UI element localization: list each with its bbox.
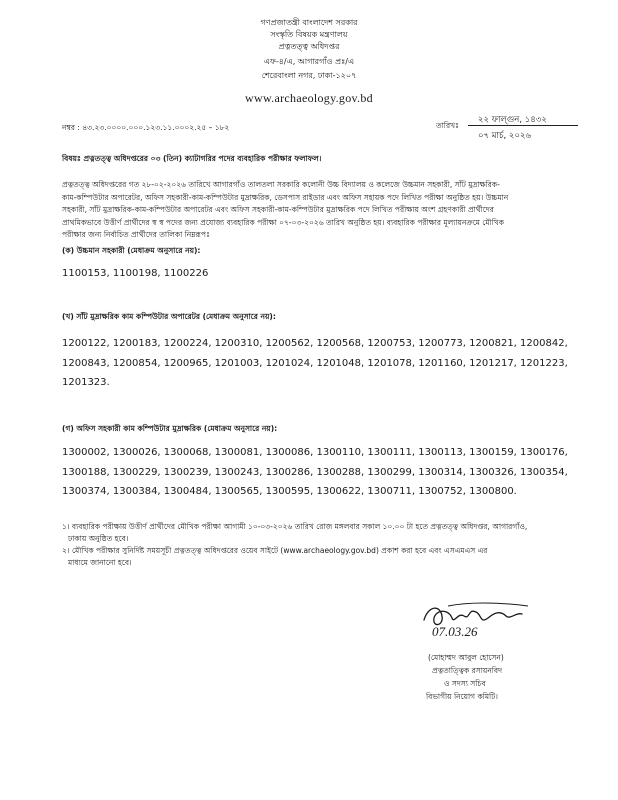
memo-date-bangla: ২২ ফাল্গুন, ১৪৩২	[478, 115, 547, 125]
memo-date-label: তারিখঃ	[436, 121, 459, 130]
header-line-city: শেরেবাংলা নগর, ঢাকা-১২০৭	[261, 71, 357, 80]
section-title-higher-assistant: (ক) উচ্চমান সহকারী (মেধাক্রম অনুসারে নয়):	[62, 246, 201, 255]
signature-date: 07.03.26	[432, 624, 478, 639]
header-line-department: প্রত্নতত্ত্ব অধিদপ্তর	[278, 42, 340, 51]
section-roll-list-office-assistant	[62, 443, 568, 502]
roll-line: 1200122, 1200183, 1200224, 1200310, 1200562, 1200568, 1200753, 1200773, 1200821, 1200842,	[62, 338, 568, 349]
roll-line: 1201323.	[62, 377, 110, 388]
memo-number: নম্বর : ৪৩.২৩.০০০০.০০০.১২৩.১১.০০০২.২৫ – ১৮২	[62, 123, 230, 132]
section-roll-list-higher-assistant	[62, 264, 208, 284]
header-website[interactable]: www.archaeology.gov.bd	[245, 91, 373, 105]
section-title-stenographer: (খ) সাঁট মুদ্রাক্ষরিক কাম কম্পিউটার অপারেটর (মেধাক্রম অনুসারে নয়):	[62, 312, 276, 321]
note-line: ২। মৌখিক পরীক্ষার সুনির্দিষ্ট সময়সূচী প্রত্নতত্ত্ব অধিদপ্তরের ওয়েব সাইটে (www.archaeology.gov.bd) প্রকাশ করা হবে এবং এসএমএস এর	[62, 546, 488, 555]
note-line: মাধ্যমে জানানো হবে।	[68, 558, 132, 567]
section-roll-list-stenographer	[62, 334, 568, 393]
intro-line: কাম-কম্পিউটার অপারেটর, অফিস সহকারী-কাম-কম্পিউটার মুদ্রাক্ষরিক, ডেসপাস রাইডার এবং অফিস সহায়ক পদে লিখিত পরীক্ষা অনুষ্ঠিত হয়। উচ্চমান	[62, 192, 509, 202]
intro-line: প্রত্নতত্ত্ব অধিদপ্তরের গত ২৮-০২-২০২৬ তারিখে আগারগাঁও তালতলা সরকারি কলোনী উচ্চ বিদ্যালয় ও কলেজে উচ্চমান সহকারী, সাঁট মুদ্রাক্ষরিক-	[62, 180, 500, 189]
section-title-office-assistant: (গ) অফিস সহকারী কাম কম্পিউটার মুদ্রাক্ষরিক (মেধাক্রম অনুসারে নয়):	[62, 424, 278, 433]
memo-date-english: ০৭ মার্চ, ২০২৬	[478, 131, 532, 141]
header-line-ministry: সংস্কৃতি বিষয়ক মন্ত্রণালয়	[270, 30, 348, 39]
signatory-name: (মোহাম্মদ আবুল হোসেন)	[428, 653, 504, 662]
date-divider	[468, 125, 578, 126]
intro-line: পরীক্ষার জন্য নির্বাচিত প্রার্থীদের তালিকা নিম্নরূপঃ	[62, 230, 210, 240]
roll-line: 1100153, 1100198, 1100226	[62, 268, 209, 279]
intro-line: সহকারী, সাঁট মুদ্রাক্ষরিক-কাম-কম্পিউটার অপারেটর এবং অফিস সহকারী-কাম-কম্পিউটার মুদ্রাক্ষরিক পদে লিখিত পরীক্ষায় অংশ গ্রহণকারী প্রার্থীদের	[62, 205, 494, 215]
signatory-designation: প্রত্নতাত্ত্বিক রসায়নবিদ	[432, 666, 503, 675]
intro-line: প্রাথমিকভাবে উত্তীর্ণ প্রার্থীদের স্ব স্ব পদের জন্য প্রযোজ্য ব্যবহারিক পরীক্ষা ০৭-০৩-২০২৬ তারিখ অনুষ্ঠিত হয়। ব্যবহারিক পরীক্ষার মূল্যায়নক্রমে মৌখিক	[62, 217, 504, 227]
signatory-role: ও সদস্য সচিব	[444, 679, 486, 688]
subject-line: বিষয়ঃ প্রত্নতত্ত্ব অধিদপ্তরের ০৩ (তিন) ক্যাটাগরির পদের ব্যবহারিক পরীক্ষার ফলাফল।	[62, 154, 322, 163]
signatory-committee: বিভাগীয় নিয়োগ কমিটি।	[426, 692, 498, 701]
roll-line: 1300002, 1300026, 1300068, 1300081, 1300086, 1300110, 1300111, 1300113, 1300159, 1300176,	[62, 447, 568, 458]
roll-line: 1300188, 1300229, 1300239, 1300243, 1300286, 1300288, 1300299, 1300314, 1300326, 1300354,	[62, 466, 568, 478]
header-line-address: এফ-৪/এ, আগারগাঁও প্রঃ/এ	[263, 57, 355, 66]
note-line: ঢাকায় অনুষ্ঠিত হবে।	[68, 534, 129, 543]
notes-block	[62, 521, 562, 569]
intro-paragraph	[62, 179, 562, 242]
roll-line: 1200843, 1200854, 1200965, 1201003, 1201024, 1201048, 1201078, 1201160, 1201217, 1201223,	[62, 357, 568, 369]
header-line-government: গণপ্রজাতন্ত্রী বাংলাদেশ সরকার	[260, 18, 358, 27]
note-line: ১। ব্যবহারিক পরীক্ষায় উত্তীর্ণ প্রার্থীদের মৌখিক পরীক্ষা আগামী ১০-০৩-২০২৬ তারিখ রোজ মঙ্গলবার সকাল ১০.০০ টা হতে প্রত্নতত্ত্ব অধিদপ্তর, আগারগাঁও,	[62, 522, 528, 531]
roll-line: 1300374, 1300384, 1300484, 1300565, 1300595, 1300622, 1300711, 1300752, 1300800.	[62, 486, 517, 497]
